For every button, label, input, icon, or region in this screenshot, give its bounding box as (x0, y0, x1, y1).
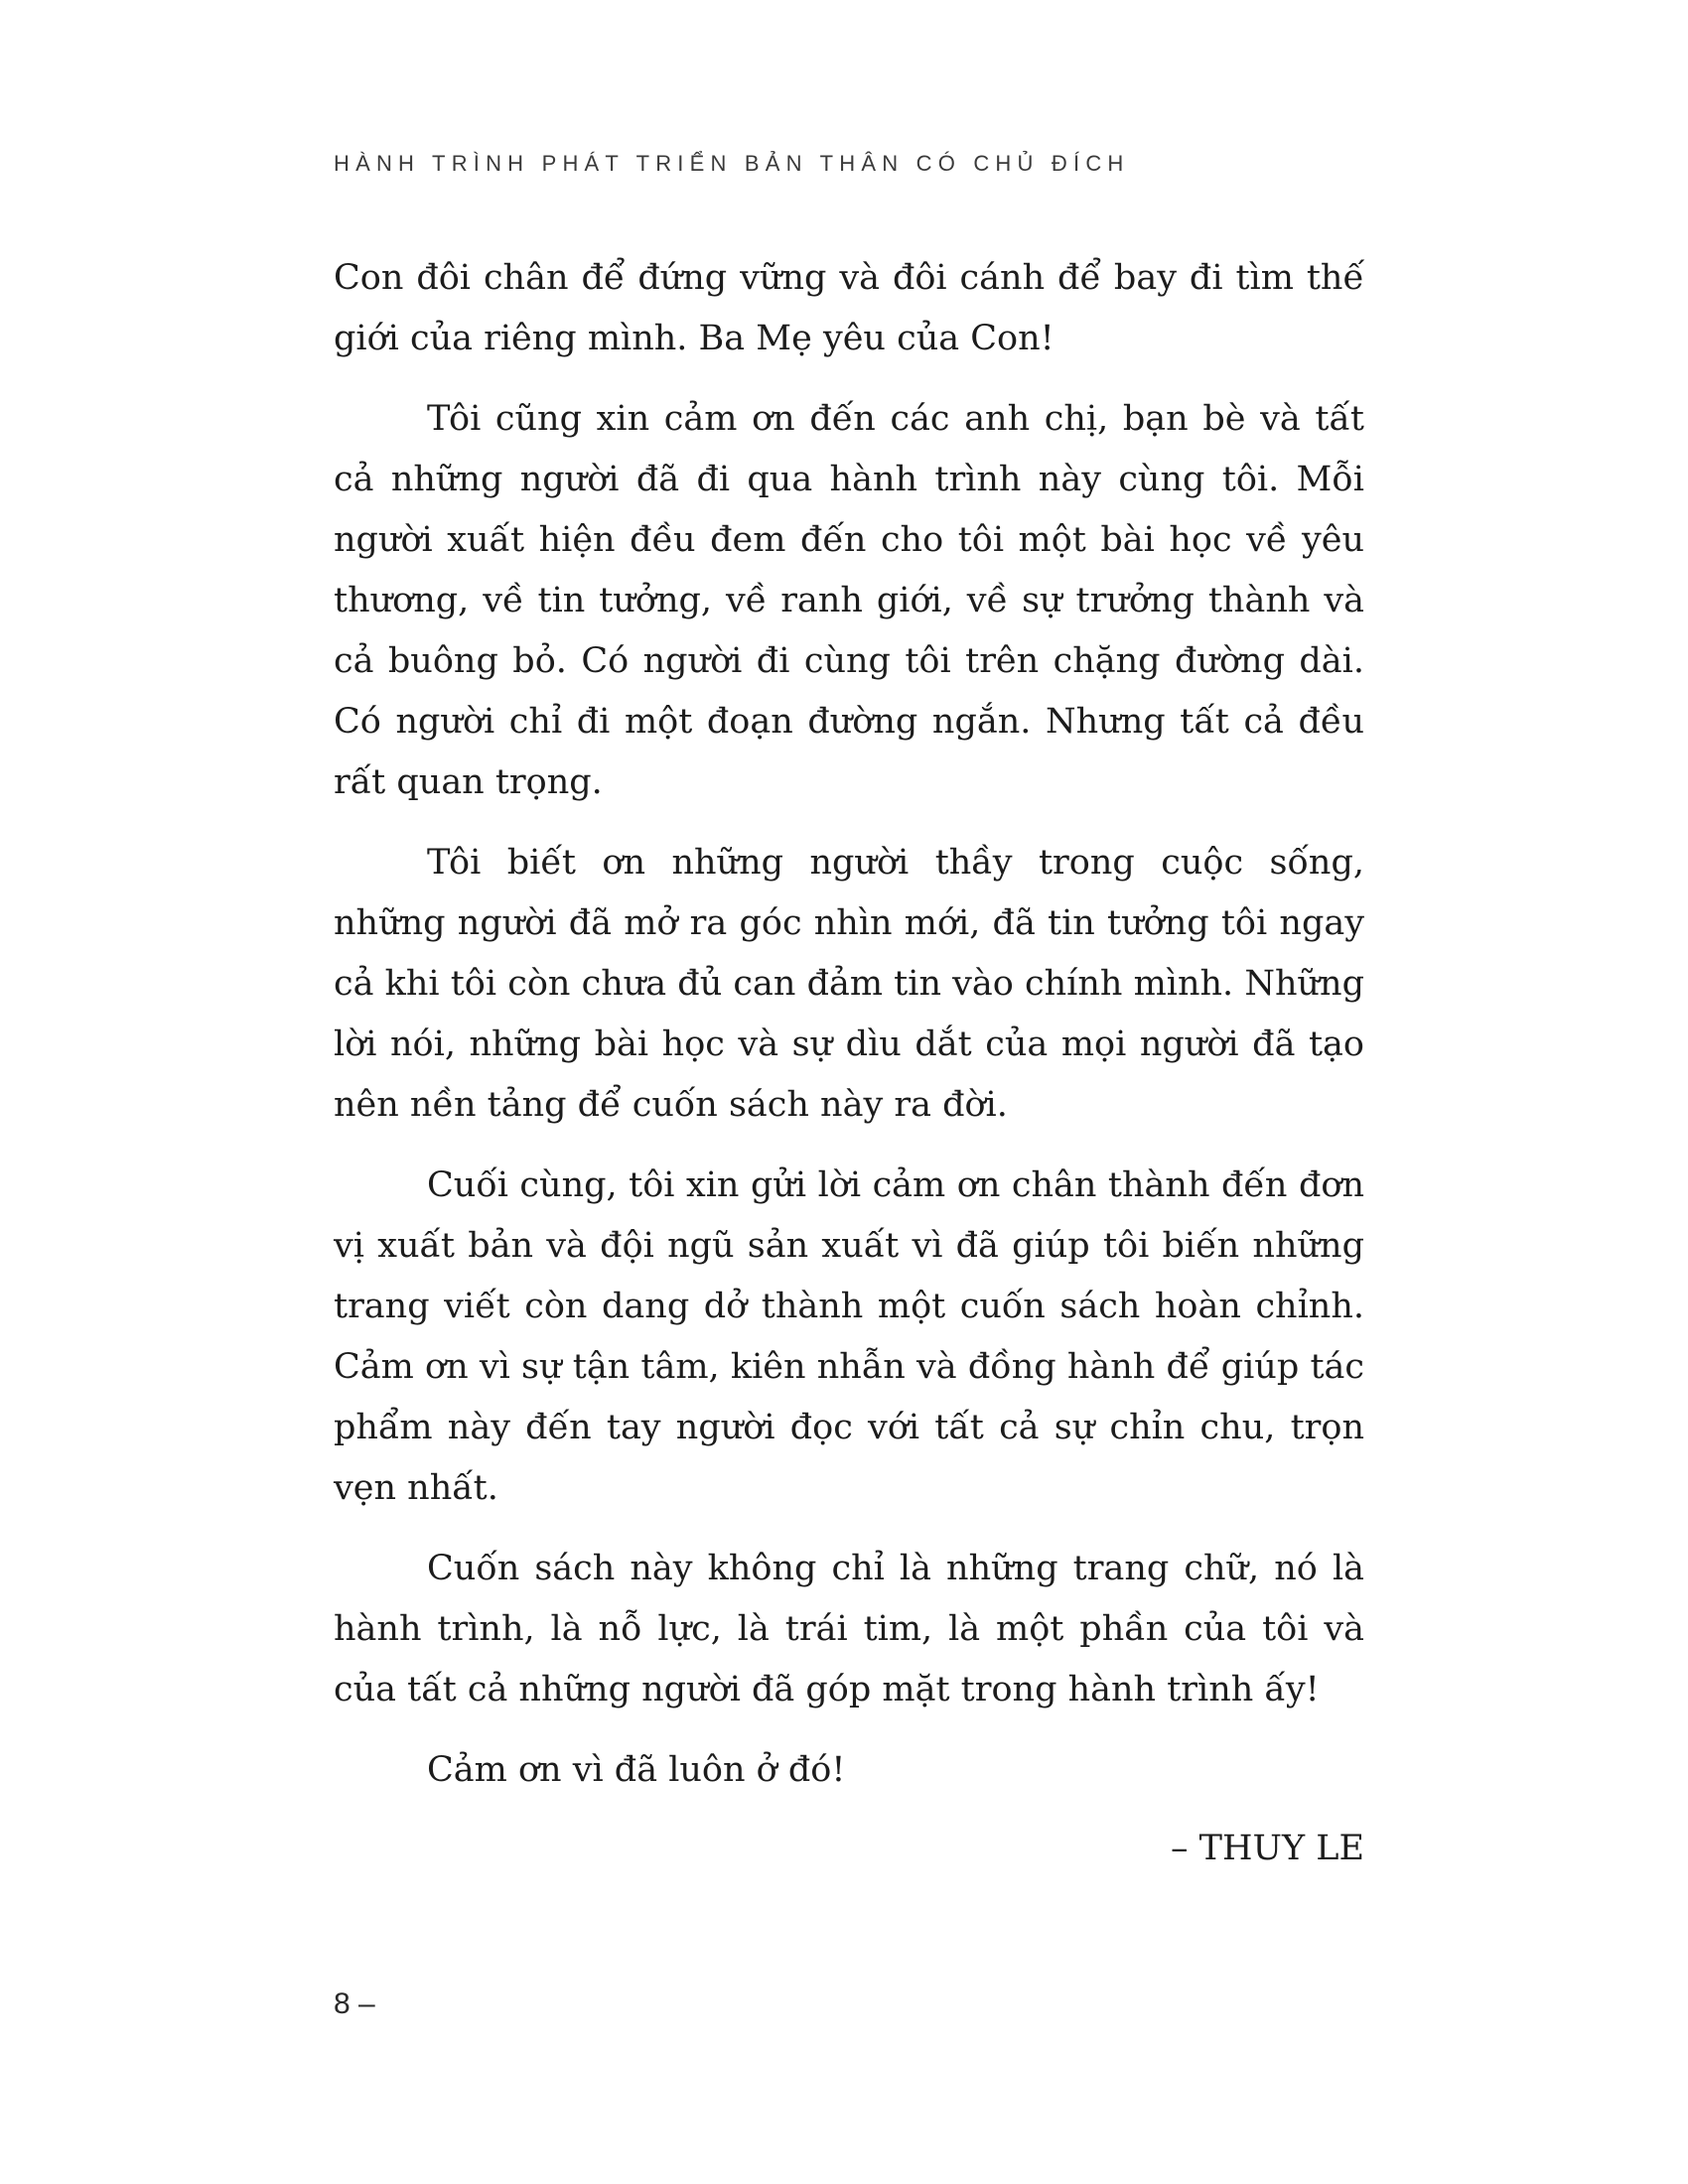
paragraph-3: Tôi biết ơn những người thầy trong cuộc sống, những người đã mở ra góc nhìn mới, đã tin tưởng tôi ngay cả khi tôi còn chưa đủ can đảm tin vào chính mình. Những lời nói, những bài học và sự dìu dắt của mọi người đã tạo nên nền tảng để cuốn sách này ra đời. (334, 843, 1364, 1125)
author-signature: – THUY LE (1170, 1829, 1364, 1868)
paragraph-2: Tôi cũng xin cảm ơn đến các anh chị, bạn bè và tất cả những người đã đi qua hành trình này cùng tôi. Mỗi người xuất hiện đều đem đến cho tôi một bài học về yêu thương, về tin tưởng, về ranh giới, về sự trưởng thành và cả buông bỏ. Có người đi cùng tôi trên chặng đường dài. Có người chỉ đi một đoạn đường ngắn. Nhưng tất cả đều rất quan trọng. (334, 399, 1364, 802)
body-text (334, 248, 1364, 1899)
running-header: HÀNH TRÌNH PHÁT TRIỂN BẢN THÂN CÓ CHỦ ĐÍCH (334, 151, 1130, 176)
paragraph-1: Con đôi chân để đứng vững và đôi cánh để bay đi tìm thế giới của riêng mình. Ba Mẹ yêu của Con! (334, 258, 1364, 358)
paragraph-4: Cuối cùng, tôi xin gửi lời cảm ơn chân thành đến đơn vị xuất bản và đội ngũ sản xuất vì đã giúp tôi biến những trang viết còn dang dở thành một cuốn sách hoàn chỉnh. Cảm ơn vì sự tận tâm, kiên nhẫn và đồng hành để giúp tác phẩm này đến tay người đọc với tất cả sự chỉn chu, trọn vẹn nhất. (334, 1165, 1364, 1508)
closing-line: Cảm ơn vì đã luôn ở đó! (427, 1750, 846, 1790)
page-number: 8 – (334, 1987, 375, 2020)
paragraph-5: Cuốn sách này không chỉ là những trang chữ, nó là hành trình, là nỗ lực, là trái tim, là một phần của tôi và của tất cả những người đã góp mặt trong hành trình ấy! (334, 1549, 1364, 1709)
